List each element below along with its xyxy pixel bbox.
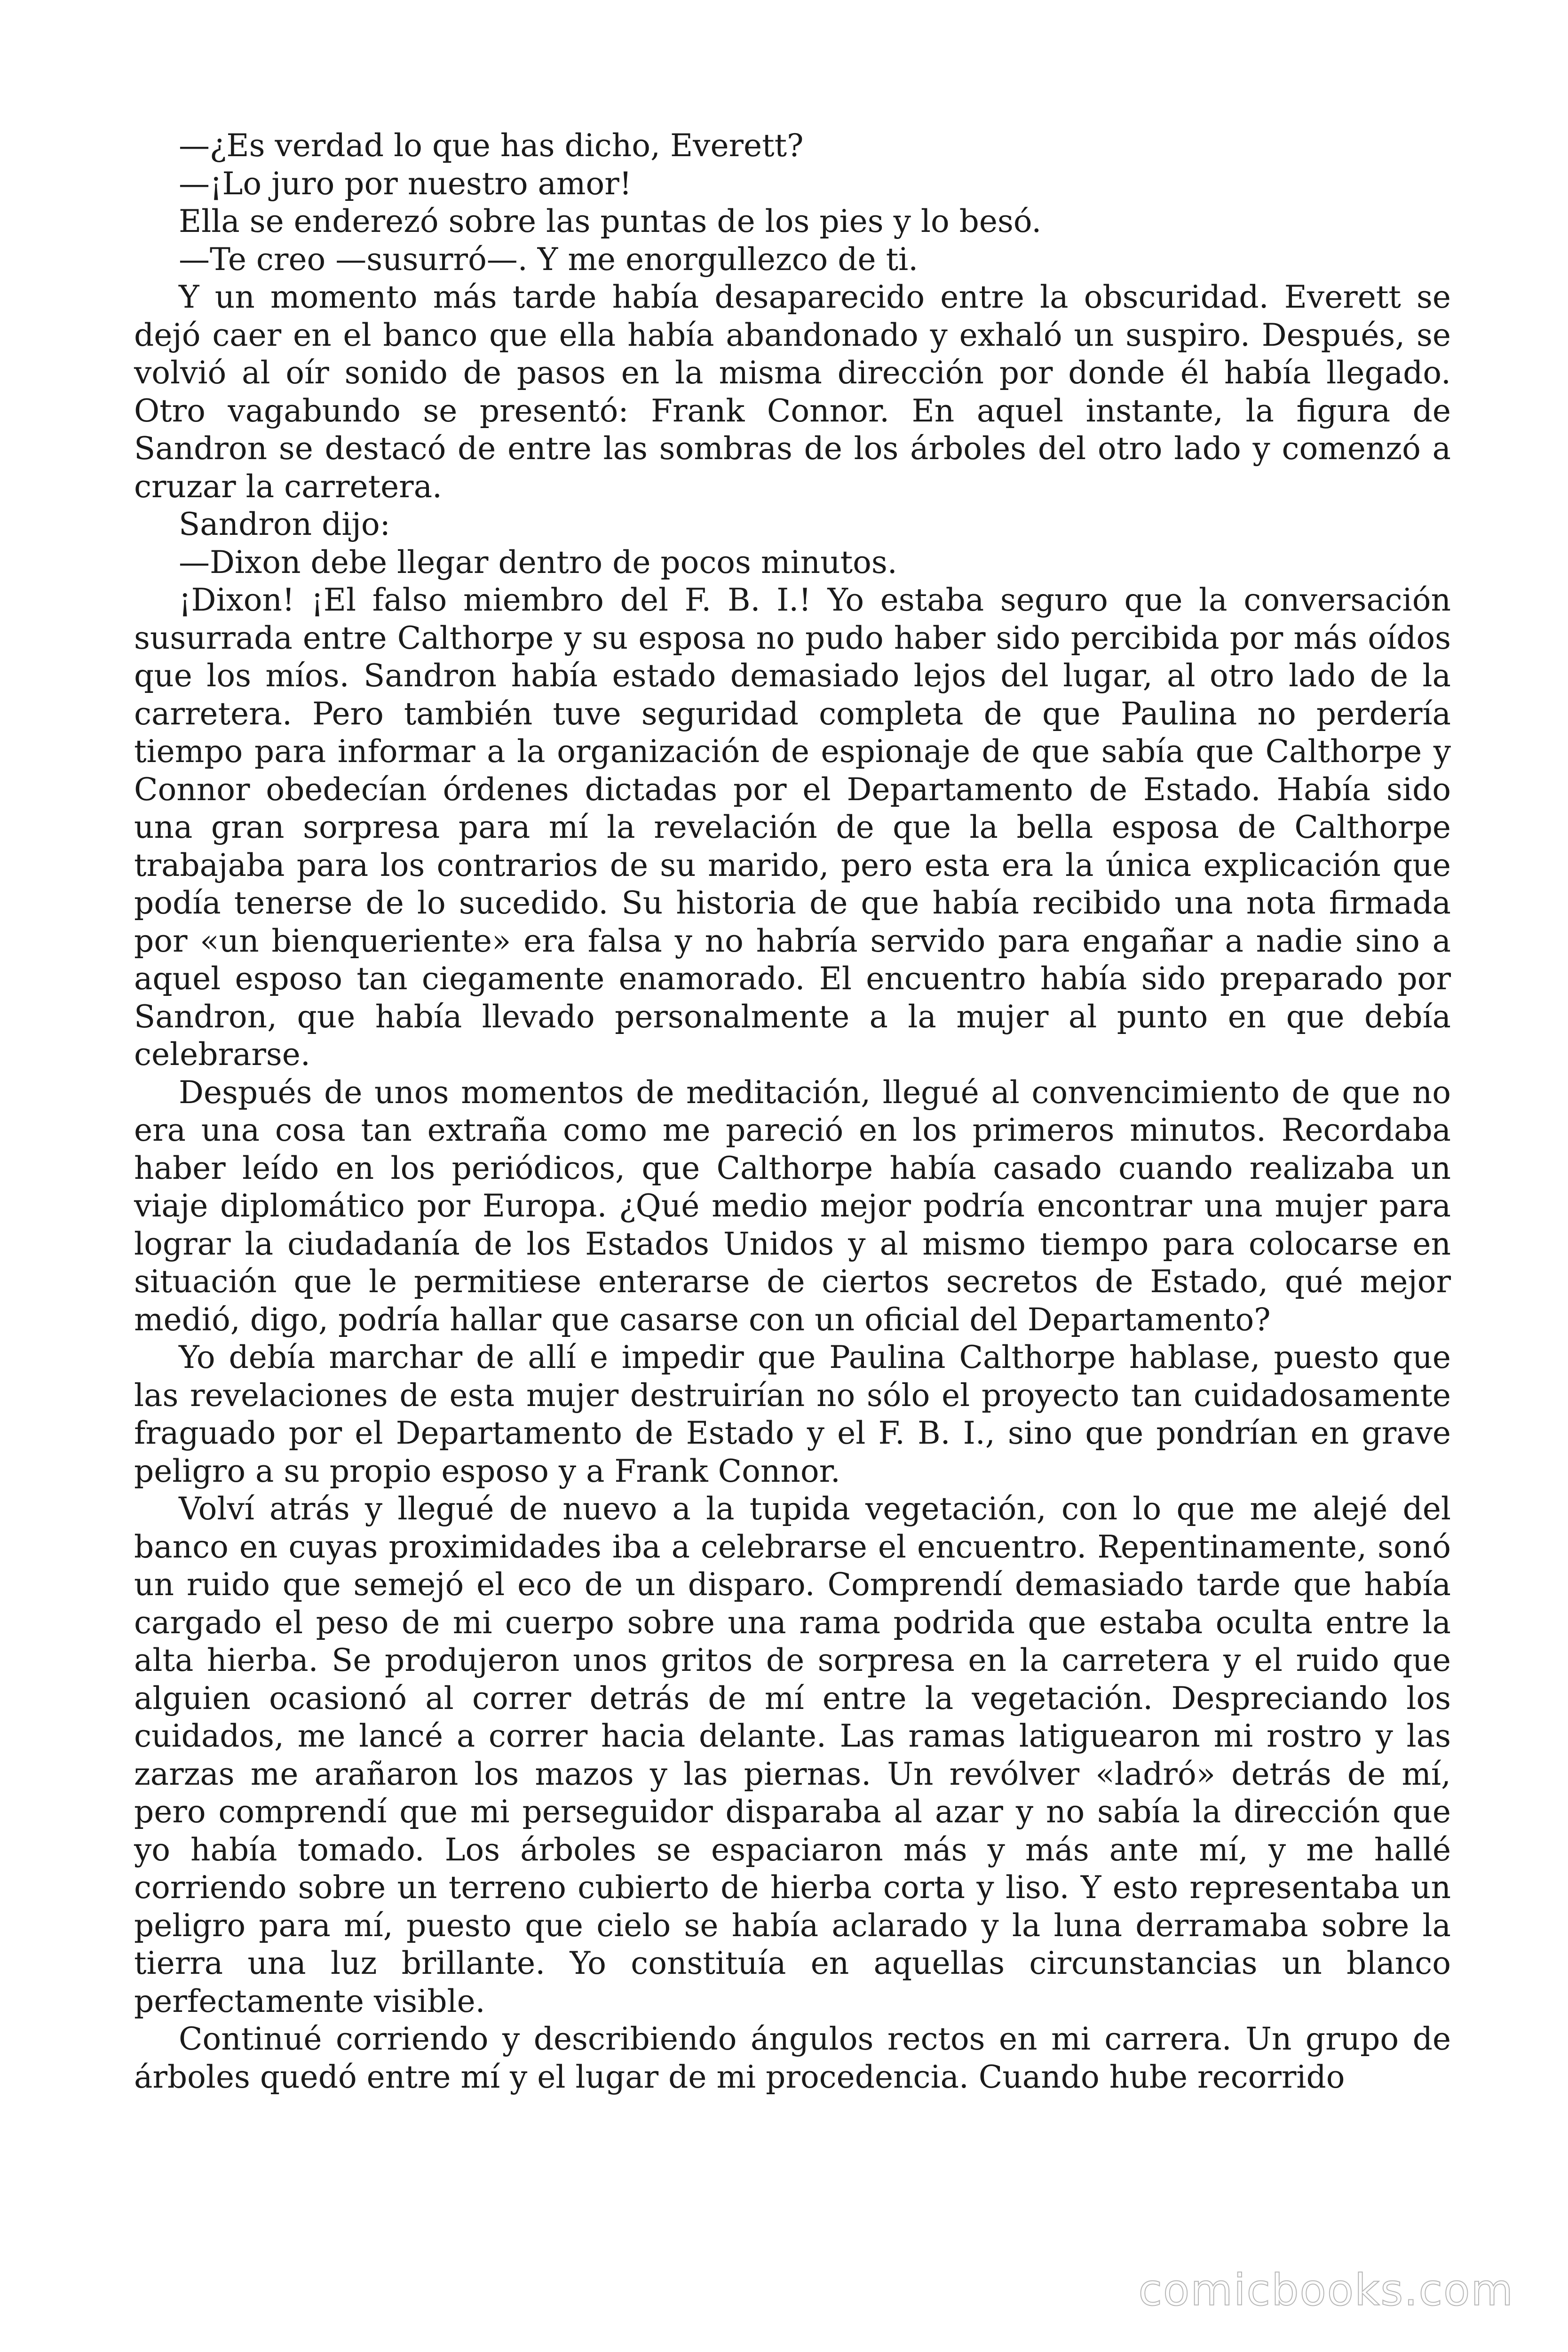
book-page-text: [134, 127, 1451, 2096]
paragraph-2: —¡Lo juro por nuestro amor!: [179, 165, 632, 202]
paragraph-7: —Dixon debe llegar dentro de pocos minutos.: [179, 544, 897, 580]
paragraph-11: Volví atrás y llegué de nuevo a la tupida vegetación, con lo que me alejé del banco en cuyas proximidades iba a celebrarse el encuentro. Repentinamente, sonó un ruido que semejó el eco de un disparo. Comprendí demasiado tarde que había cargado el peso de mi cuerpo sobre una rama podrida que estaba oculta entre la alta hierba. Se produjeron unos gritos de sorpresa en la carretera y el ruido que alguien ocasionó al correr detrás de mí entre la vegetación. Despreciando los cuidados, me lancé a correr hacia delante. Las ramas latiguearon mi rostro y las zarzas me arañaron los mazos y las piernas. Un revólver «ladró» detrás de mí, pero comprendí que mi perseguidor disparaba al azar y no sabía la dirección que yo había tomado. Los árboles se espaciaron más y más ante mí, y me hallé corriendo sobre un terreno cubierto de hierba corta y liso. Y esto representaba un peligro para mí, puesto que cielo se había aclarado y la luna derramaba sobre la tierra una luz brillante. Yo constituía en aquellas circunstancias un blanco perfectamente visible.: [134, 1491, 1451, 2019]
paragraph-9: Después de unos momentos de meditación, llegué al convencimiento de que no era una cosa tan extraña como me pareció en los primeros minutos. Recordaba haber leído en los periódicos, que Calthorpe había casado cuando realizaba un viaje diplomático por Europa. ¿Qué medio mejor podría encontrar una mujer para lograr la ciudadanía de los Estados Unidos y al mismo tiempo para colocarse en situación que le permitiese enterarse de ciertos secretos de Estado, qué mejor medió, digo, podría hallar que casarse con un oficial del Departamento?: [134, 1074, 1451, 1338]
paragraph-5: Y un momento más tarde había desaparecido entre la obscuridad. Everett se dejó caer en el banco que ella había abandonado y exhaló un suspiro. Después, se volvió al oír sonido de pasos en la misma dirección por donde él había llegado. Otro vagabundo se presentó: Frank Connor. En aquel instante, la figura de Sandron se destacó de entre las sombras de los árboles del otro lado y comenzó a cruzar la carretera.: [134, 279, 1451, 505]
paragraph-8: ¡Dixon! ¡El falso miembro del F. B. I.! Yo estaba seguro que la conversación susurrada entre Calthorpe y su esposa no pudo haber sido percibida por más oídos que los míos. Sandron había estado demasiado lejos del lugar, al otro lado de la carretera. Pero también tuve seguridad completa de que Paulina no perdería tiempo para informar a la organización de espionaje de que sabía que Calthorpe y Connor obedecían órdenes dictadas por el Departamento de Estado. Había sido una gran sorpresa para mí la revelación de que la bella esposa de Calthorpe trabajaba para los contrarios de su marido, pero esta era la única explicación que podía tenerse de lo sucedido. Su historia de que había recibido una nota firmada por «un bienqueriente» era falsa y no habría servido para engañar a nadie sino a aquel esposo tan ciegamente enamorado. El encuentro había sido preparado por Sandron, que había llevado personalmente a la mujer al punto en que debía celebrarse.: [134, 582, 1451, 1073]
paragraph-1: —¿Es verdad lo que has dicho, Everett?: [179, 127, 804, 164]
paragraph-3: Ella se enderezó sobre las puntas de los pies y lo besó.: [179, 203, 1042, 239]
paragraph-4: —Te creo —susurró—. Y me enorgullezco de ti.: [179, 241, 919, 278]
paragraph-10: Yo debía marchar de allí e impedir que Paulina Calthorpe hablase, puesto que las revelaciones de esta mujer destruirían no sólo el proyecto tan cuidadosamente fraguado por el Departamento de Estado y el F. B. I., sino que pondrían en grave peligro a su propio esposo y a Frank Connor.: [134, 1339, 1451, 1489]
paragraph-6: Sandron dijo:: [179, 506, 390, 542]
paragraph-12: Continué corriendo y describiendo ángulos rectos en mi carrera. Un grupo de árboles quedó entre mí y el lugar de mi procedencia. Cuando hube recorrido: [134, 2021, 1451, 2095]
watermark-text: comicbooks.com: [1138, 2265, 1514, 2315]
